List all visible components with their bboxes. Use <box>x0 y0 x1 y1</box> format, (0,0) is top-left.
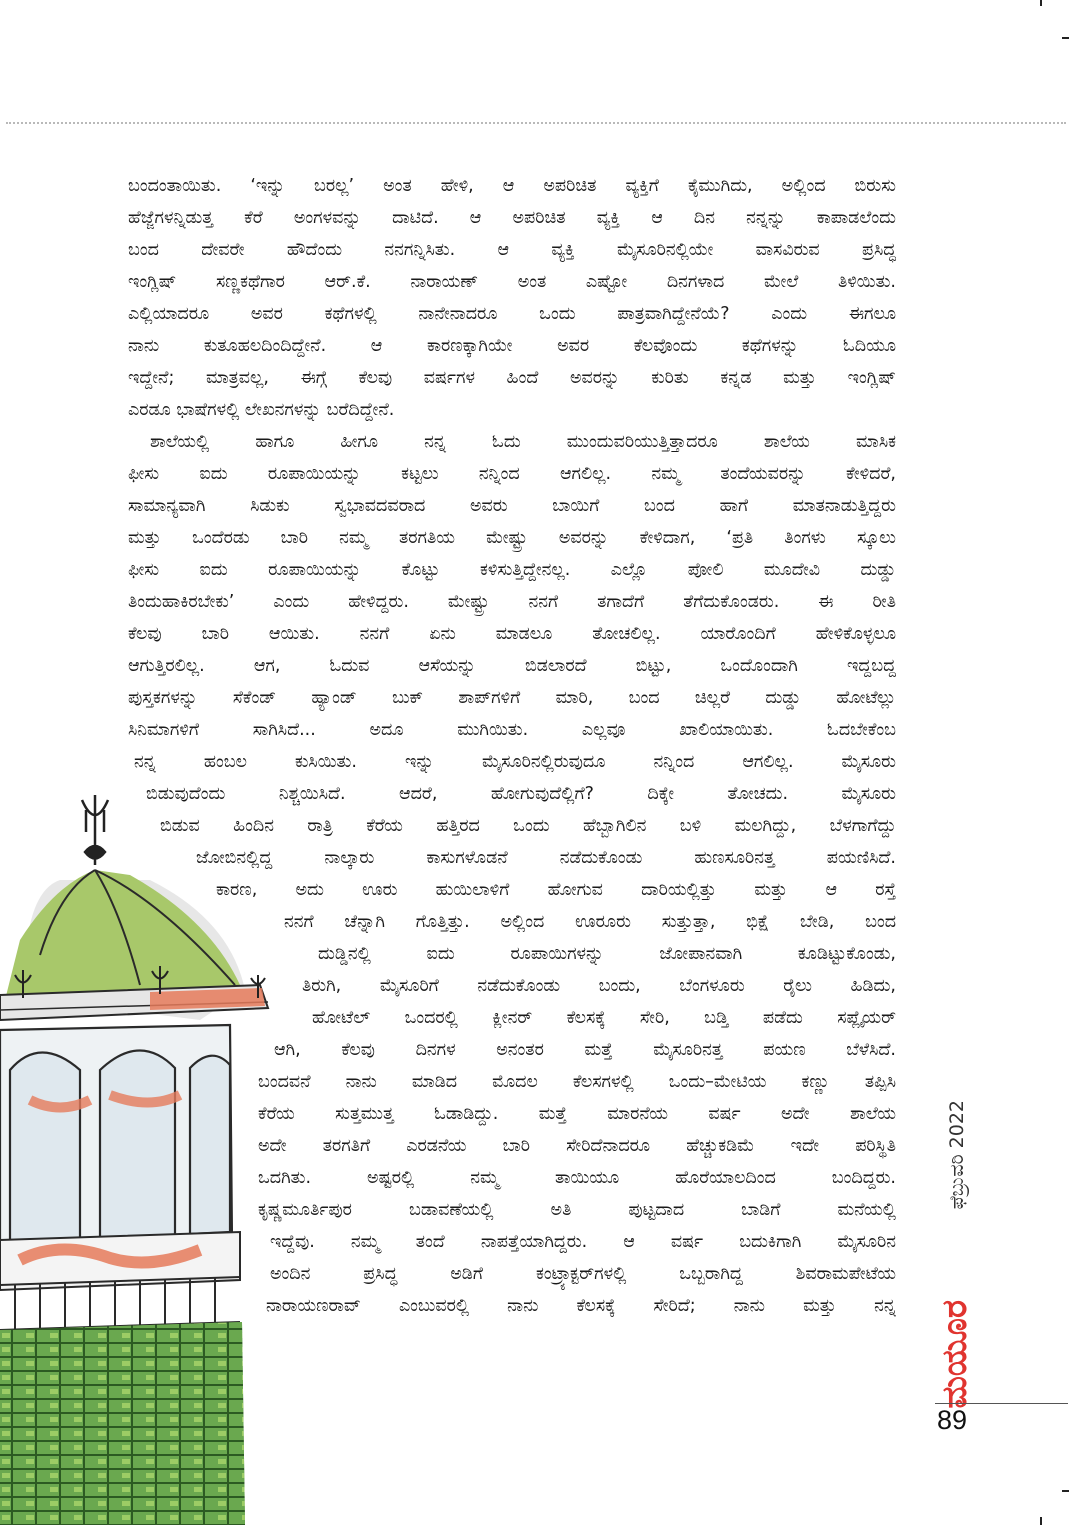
text-line: ಬಂದ ದೇವರೇ ಹೌದೆಂದು ನನಗನ್ನಿಸಿತು. ಆ ವ್ಯಕ್ತಿ ಮೈಸೂರಿನಲ್ಲಿಯೇ ವಾಸವಿರುವ ಪ್ರಸಿದ್ಧ <box>128 240 896 260</box>
text-line: ಅದೇ ತರಗತಿಗೆ ಎರಡನೆಯ ಬಾರಿ ಸೇರಿದೆನಾದರೂ ಹೆಚ್ಚುಕಡಿಮೆ ಇದೇ ಪರಿಸ್ಥಿತಿ <box>258 1136 896 1156</box>
text-line: ಕೆಲವು ಬಾರಿ ಆಯಿತು. ನನಗೆ ಏನು ಮಾಡಲೂ ತೋಚಲಿಲ್ಲ. ಯಾರೊಂದಿಗೆ ಹೇಳಿಕೊಳ್ಳಲೂ <box>128 624 896 644</box>
text-line: ಇಂಗ್ಲಿಷ್ ಸಣ್ಣಕಥೆಗಾರ ಆರ್.ಕೆ. ನಾರಾಯಣ್ ಅಂತ ಎಷ್ಟೋ ದಿನಗಳಾದ ಮೇಲೆ ತಿಳಿಯಿತು. <box>128 272 896 292</box>
text-line: ನನಗೆ ಚೆನ್ನಾಗಿ ಗೊತ್ತಿತ್ತು. ಅಲ್ಲಿಂದ ಊರೂರು ಸುತ್ತುತ್ತಾ, ಭಿಕ್ಷೆ ಬೇಡಿ, ಬಂದ <box>284 912 896 932</box>
text-line: ಕೆರೆಯ ಸುತ್ತಮುತ್ತ ಓಡಾಡಿದ್ದು. ಮತ್ತೆ ಮಾರನೆಯ ವರ್ಷ ಅದೇ ಶಾಲೆಯ <box>258 1104 896 1124</box>
text-line: ಹೋಟೆಲ್ ಒಂದರಲ್ಲಿ ಕ್ಲೀನರ್ ಕೆಲಸಕ್ಕೆ ಸೇರಿ, ಬಡ್ತಿ ಪಡೆದು ಸಪ್ಲೈಯರ್ <box>312 1008 896 1028</box>
text-line: ಎಲ್ಲಿಯಾದರೂ ಅವರ ಕಥೆಗಳಲ್ಲಿ ನಾನೇನಾದರೂ ಒಂದು ಪಾತ್ರವಾಗಿದ್ದೇನೆಯೆ? ಎಂದು ಈಗಲೂ <box>128 304 896 324</box>
text-line: ಜೋಬಿನಲ್ಲಿದ್ದ ನಾಲ್ಕಾರು ಕಾಸುಗಳೊಡನೆ ನಡೆದುಕೊಂಡು ಹುಣಸೂರಿನತ್ತ ಪಯಣಿಸಿದೆ. <box>196 848 896 868</box>
text-line: ತಿಂದುಹಾಕಿರಬೇಕು’ ಎಂದು ಹೇಳಿದ್ದರು. ಮೇಷ್ಟ್ರು ನನಗೆ ತಗಾದೆಗೆ ತೆಗೆದುಕೊಂಡರು. ಈ ರೀತಿ <box>128 592 896 612</box>
text-line: ಬಿಡುವ ಹಿಂದಿನ ರಾತ್ರಿ ಕೆರೆಯ ಹತ್ತಿರದ ಒಂದು ಹೆಬ್ಬಾಗಿಲಿನ ಬಳಿ ಮಲಗಿದ್ದು, ಬೆಳಗಾಗೆದ್ದು <box>160 816 896 836</box>
text-line: ಅಂದಿನ ಪ್ರಸಿದ್ಧ ಅಡಿಗೆ ಕಂಟ್ರ್ಯಾಕ್ಟರ್‌ಗಳಲ್ಲಿ ಒಬ್ಬರಾಗಿದ್ದ ಶಿವರಾಮಪೇಟೆಯ <box>270 1264 896 1284</box>
text-line: ಶಾಲೆಯಲ್ಲಿ ಹಾಗೂ ಹೀಗೂ ನನ್ನ ಓದು ಮುಂದುವರಿಯುತ್ತಿತ್ತಾದರೂ ಶಾಲೆಯ ಮಾಸಿಕ <box>150 432 896 452</box>
text-line: ಪುಸ್ತಕಗಳನ್ನು ಸೆಕೆಂಡ್ ಹ್ಯಾಂಡ್ ಬುಕ್ ಶಾಪ್‌ಗಳಿಗೆ ಮಾರಿ, ಬಂದ ಚಿಲ್ಲರೆ ದುಡ್ಡು ಹೋಟೆಲ್ಲು <box>128 688 896 708</box>
text-line: ಆಗಿ, ಕೆಲವು ದಿನಗಳ ಅನಂತರ ಮತ್ತೆ ಮೈಸೂರಿನತ್ತ ಪಯಣ ಬೆಳೆಸಿದೆ. <box>274 1040 896 1060</box>
text-line: ನನ್ನ ಹಂಬಲ ಕುಸಿಯಿತು. ಇನ್ನು ಮೈಸೂರಿನಲ್ಲಿರುವುದೂ ನನ್ನಿಂದ ಆಗಲಿಲ್ಲ. ಮೈಸೂರು <box>134 752 896 772</box>
text-line: ಬಿಡುವುದೆಂದು ನಿಶ್ಚಯಿಸಿದೆ. ಆದರೆ, ಹೋಗುವುದೆಲ್ಲಿಗೆ? ದಿಕ್ಕೇ ತೋಚದು. ಮೈಸೂರು <box>146 784 896 804</box>
text-line: ಎರಡೂ ಭಾಷೆಗಳಲ್ಲಿ ಲೇಖನಗಳನ್ನು ಬರೆದಿದ್ದೇನೆ. <box>128 400 395 420</box>
issue-date-text: ಫೆಬ್ರುವರಿ 2022 <box>946 1100 968 1210</box>
text-line: ಮತ್ತು ಒಂದೆರಡು ಬಾರಿ ನಮ್ಮ ತರಗತಿಯ ಮೇಷ್ಟ್ರು ಅವರನ್ನು ಕೇಳಿದಾಗ, ‘ಪ್ರತಿ ತಿಂಗಳು ಸ್ಕೂಲು <box>128 528 896 548</box>
text-line: ಕೃಷ್ಣಮೂರ್ತಿಪುರ ಬಡಾವಣೆಯಲ್ಲಿ ಅತಿ ಪುಟ್ಟದಾದ ಬಾಡಿಗೆ ಮನೆಯಲ್ಲಿ <box>258 1200 896 1220</box>
text-line: ಬಂದಂತಾಯಿತು. ‘ಇನ್ನು ಬರಲ್ಲ’ ಅಂತ ಹೇಳಿ, ಆ ಅಪರಿಚಿತ ವ್ಯಕ್ತಿಗೆ ಕೈಮುಗಿದು, ಅಲ್ಲಿಂದ ಬಿರುಸು <box>128 176 896 196</box>
text-line: ಫೀಸು ಐದು ರೂಪಾಯಿಯನ್ನು ಕೊಟ್ಟು ಕಳಿಸುತ್ತಿದ್ದೇನಲ್ಲ. ಎಲ್ಲೊ ಪೋಲಿ ಮೂದೇವಿ ದುಡ್ಡು <box>128 560 896 580</box>
text-line: ತಿರುಗಿ, ಮೈಸೂರಿಗೆ ನಡೆದುಕೊಂಡು ಬಂದು, ಬೆಂಗಳೂರು ರೈಲು ಹಿಡಿದು, <box>302 976 896 996</box>
text-line: ಹೆಜ್ಜೆಗಳನ್ನಿಡುತ್ತ ಕೆರೆ ಅಂಗಳವನ್ನು ದಾಟಿದೆ. ಆ ಅಪರಿಚಿತ ವ್ಯಕ್ತಿ ಆ ದಿನ ನನ್ನನ್ನು ಕಾಪಾಡಲೆಂದು <box>128 208 896 228</box>
text-line: ಸಾಮಾನ್ಯವಾಗಿ ಸಿಡುಕು ಸ್ವಭಾವದವರಾದ ಅವರು ಬಾಯಿಗೆ ಬಂದ ಹಾಗೆ ಮಾತನಾಡುತ್ತಿದ್ದರು <box>128 496 896 516</box>
text-line: ಒದಗಿತು. ಅಷ್ಟರಲ್ಲಿ ನಮ್ಮ ತಾಯಿಯೂ ಹೊರೆಯಾಲದಿಂದ ಬಂದಿದ್ದರು. <box>258 1168 896 1188</box>
text-line: ಬಂದವನೆ ನಾನು ಮಾಡಿದ ಮೊದಲ ಕೆಲಸಗಳಲ್ಲಿ ಒಂದು–ಮೇಟಿಯ ಕಣ್ಣು ತಪ್ಪಿಸಿ <box>258 1072 896 1092</box>
page-number: 89 <box>937 1405 968 1435</box>
text-line: ಕಾರಣ, ಅದು ಊರು ಹುಯಿಲಾಳಿಗೆ ಹೋಗುವ ದಾರಿಯಲ್ಲಿತ್ತು ಮತ್ತು ಆ ರಸ್ತೆ <box>216 880 896 900</box>
page-number-rule <box>935 1403 1068 1404</box>
text-line: ಆಗುತ್ತಿರಲಿಲ್ಲ. ಆಗ, ಓದುವ ಆಸೆಯನ್ನು ಬಿಡಲಾರದೆ ಬಿಟ್ಟು, ಒಂದೊಂದಾಗಿ ಇದ್ದಬದ್ದ <box>128 656 896 676</box>
text-line: ಸಿನಿಮಾಗಳಿಗೆ ಸಾಗಿಸಿದೆ... ಅದೂ ಮುಗಿಯಿತು. ಎಲ್ಲವೂ ಖಾಲಿಯಾಯಿತು. ಓದಬೇಕೆಂಬ <box>128 720 896 740</box>
magazine-name-text: ಮಯೂರ <box>935 1300 975 1409</box>
text-line: ದುಡ್ಡಿನಲ್ಲಿ ಐದು ರೂಪಾಯಿಗಳನ್ನು ಜೋಪಾನವಾಗಿ ಕೂಡಿಟ್ಟುಕೊಂಡು, <box>318 944 896 964</box>
text-line: ಇದ್ದೆವು. ನಮ್ಮ ತಂದೆ ನಾಪತ್ತೆಯಾಗಿದ್ದರು. ಆ ವರ್ಷ ಬದುಕಿಗಾಗಿ ಮೈಸೂರಿನ <box>270 1232 896 1252</box>
text-line: ಫೀಸು ಐದು ರೂಪಾಯಿಯನ್ನು ಕಟ್ಟಲು ನನ್ನಿಂದ ಆಗಲಿಲ್ಲ. ನಮ್ಮ ತಂದೆಯವರನ್ನು ಕೇಳಿದರೆ, <box>128 464 896 484</box>
text-line: ನಾರಾಯಣರಾವ್ ಎಂಬುವರಲ್ಲಿ ನಾನು ಕೆಲಸಕ್ಕೆ ಸೇರಿದೆ; ನಾನು ಮತ್ತು ನನ್ನ <box>266 1296 896 1316</box>
text-line: ಇದ್ದೇನೆ; ಮಾತ್ರವಲ್ಲ, ಈಗ್ಗೆ ಕೆಲವು ವರ್ಷಗಳ ಹಿಂದೆ ಅವರನ್ನು ಕುರಿತು ಕನ್ನಡ ಮತ್ತು ಇಂಗ್ಲಿಷ್ <box>128 368 896 388</box>
text-line: ನಾನು ಕುತೂಹಲದಿಂದಿದ್ದೇನೆ. ಆ ಕಾರಣಕ್ಕಾಗಿಯೇ ಅವರ ಕೆಲವೊಂದು ಕಥೆಗಳನ್ನು ಓದಿಯೂ <box>128 336 896 356</box>
